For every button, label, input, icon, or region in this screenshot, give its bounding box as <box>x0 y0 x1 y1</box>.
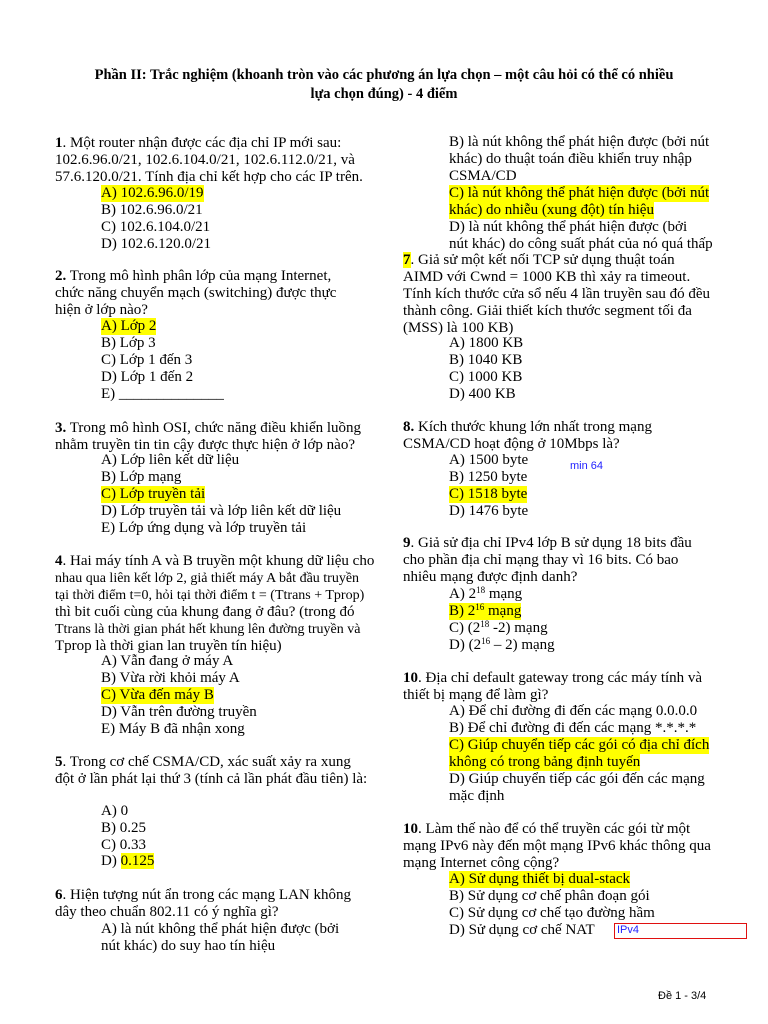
option-c[interactable]: C) Lớp 1 đến 3 <box>101 352 193 368</box>
stem-text: Tính kích thước cửa sổ nếu 4 lần truyền sau đó đều <box>403 286 711 302</box>
option-b-cont[interactable]: CSMA/CD <box>449 168 517 184</box>
stem-text: (MSS) là 100 KB) <box>403 320 514 336</box>
option-text: A) 2 <box>449 586 477 602</box>
option-d[interactable]: D) 102.6.120.0/21 <box>101 236 211 252</box>
question-stem <box>403 419 652 436</box>
option-a[interactable]: A) 1800 KB <box>449 335 524 351</box>
question-stem <box>403 821 690 838</box>
option-c-highlighted[interactable]: C) là nút không thể phát hiện được (bởi nút <box>449 185 710 201</box>
option-c[interactable]: C) 0.33 <box>101 837 146 853</box>
option-a[interactable]: A) là nút không thể phát hiện được (bởi <box>101 921 340 937</box>
question-number-highlighted: 7 <box>403 252 411 268</box>
stem-text: tại thời điểm t=0, hỏi tại thời điểm t = (Ttrans + Tprop) <box>55 588 365 603</box>
option-d[interactable]: D) 1476 byte <box>449 503 529 519</box>
stem-text: nhiêu mạng được định danh? <box>403 569 578 585</box>
exponent: 16 <box>475 602 485 612</box>
title-line: lựa chọn đúng) - 4 điểm <box>310 86 458 102</box>
option-b[interactable]: B) Sử dụng cơ chế phân đoạn gói <box>449 888 650 904</box>
option-e[interactable]: E) ______________ <box>101 386 224 402</box>
option-d[interactable]: D) Sử dụng cơ chế NAT <box>449 922 595 938</box>
option-a-highlighted[interactable]: A) Sử dụng thiết bị dual-stack <box>449 871 631 887</box>
question-stem <box>55 420 361 437</box>
option-e[interactable]: E) Máy B đã nhận xong <box>101 721 245 737</box>
option-text: -2) mạng <box>489 620 548 636</box>
option-b[interactable]: B) Lớp mạng <box>101 469 182 485</box>
option-b[interactable]: B) Vừa rời khỏi máy A <box>101 670 240 686</box>
stem-text: . Hiện tượng nút ẩn trong các mạng LAN không <box>62 887 352 903</box>
option-value-highlighted: 0.125 <box>120 853 155 869</box>
option-c-cont[interactable]: không có trong bảng định tuyến <box>449 754 641 770</box>
question-number: 10 <box>403 821 418 837</box>
question-number: 1 <box>55 135 63 151</box>
option-text: mạng <box>484 603 522 619</box>
stem-text: dây theo chuẩn 802.11 có ý nghĩa gì? <box>55 904 279 920</box>
option-d-cont[interactable]: nút khác) do công suất phát của nó quá thấp <box>449 236 713 252</box>
stem-text: thì bit cuối cùng của khung đang ở đâu? (trong đó <box>55 604 355 620</box>
stem-text: . Giả sử một kết nối TCP sử dụng thuật toán <box>410 252 675 268</box>
option-b[interactable]: B) 0.25 <box>101 820 146 836</box>
option-b[interactable]: B) 102.6.96.0/21 <box>101 202 203 218</box>
option-b[interactable]: B) là nút không thể phát hiện được (bởi nút <box>449 134 710 150</box>
stem-text: nhằm truyền tin tin cậy được thực hiện ở lớp nào? <box>55 437 355 453</box>
option-text: – 2) mạng <box>490 637 555 653</box>
stem-text: cho phần địa chỉ mạng thay vì 16 bits. Có bao <box>403 552 679 568</box>
stem-text: hiện ở lớp nào? <box>55 302 148 318</box>
question-stem <box>55 135 341 152</box>
option-text: D) (2 <box>449 637 482 653</box>
option-d[interactable]: D) là nút không thể phát hiện được (bởi <box>449 219 688 235</box>
stem-text: Ttrans là thời gian phát hết khung lên đường truyền và <box>55 622 361 637</box>
question-stem <box>55 887 351 904</box>
question-number: 3. <box>55 420 67 436</box>
stem-text: . Địa chỉ default gateway trong các máy tính và <box>418 670 703 686</box>
option-b[interactable]: B) 1040 KB <box>449 352 523 368</box>
stem-text: . Một router nhận được các địa chỉ IP mới sau: <box>62 135 342 151</box>
option-d[interactable]: D) Vẫn trên đường truyền <box>101 704 257 720</box>
option-d[interactable]: D) Lớp truyền tải và lớp liên kết dữ liệu <box>101 503 342 519</box>
stem-text: mạng IPv6 này đến một mạng IPv6 khác thông qua <box>403 838 711 854</box>
stem-text: . Làm thế nào để có thể truyền các gói từ một <box>418 821 691 837</box>
option-d[interactable] <box>101 853 154 870</box>
option-c[interactable]: C) Sử dụng cơ chế tạo đường hầm <box>449 905 655 921</box>
option-b[interactable]: B) Để chỉ đường đi đến các mạng *.*.*.* <box>449 720 697 736</box>
question-number: 9 <box>403 535 411 551</box>
option-c-highlighted[interactable]: C) Vừa đến máy B <box>101 687 214 703</box>
option-d[interactable]: D) Lớp 1 đến 2 <box>101 369 194 385</box>
option-a[interactable]: A) 0 <box>101 803 129 819</box>
question-number: 10 <box>403 670 418 686</box>
option-c-highlighted[interactable]: C) Giúp chuyển tiếp các gói có địa chỉ đích <box>449 737 710 753</box>
question-stem <box>403 535 692 552</box>
question-number: 6 <box>55 887 63 903</box>
option-b-cont[interactable]: khác) do thuật toán điều khiển truy nhập <box>449 151 692 167</box>
stem-text: . Giả sử địa chỉ IPv4 lớp B sử dụng 18 bits đầu <box>410 535 692 551</box>
option-a-cont[interactable]: nút khác) do suy hao tín hiệu <box>101 938 276 954</box>
option-d-cont[interactable]: mặc định <box>449 788 505 804</box>
option-c-highlighted[interactable]: C) 1518 byte <box>449 486 528 502</box>
option-d[interactable]: D) 400 KB <box>449 386 516 402</box>
option-a[interactable]: A) Lớp liên kết dữ liệu <box>101 452 240 468</box>
stem-text: chức năng chuyển mạch (switching) được thực <box>55 285 337 301</box>
stem-text: 57.6.120.0/21. Tính địa chỉ kết hợp cho các IP trên. <box>55 169 363 185</box>
question-number: 4 <box>55 553 63 569</box>
option-a[interactable]: A) Vẫn đang ở máy A <box>101 653 234 669</box>
question-number: 2. <box>55 268 67 284</box>
option-c-highlighted[interactable]: C) Lớp truyền tải <box>101 486 206 502</box>
stem-text: Kích thước khung lớn nhất trong mạng <box>414 419 652 435</box>
annotation-note: min 64 <box>570 460 604 472</box>
stem-text: . Trong cơ chế CSMA/CD, xác suất xảy ra xung <box>62 754 351 770</box>
stem-text: CSMA/CD hoạt động ở 10Mbps là? <box>403 436 620 452</box>
option-a-highlighted[interactable]: A) Lớp 2 <box>101 318 157 334</box>
question-stem <box>403 252 675 269</box>
stem-text: mạng Internet công cộng? <box>403 855 560 871</box>
option-a[interactable] <box>449 586 522 603</box>
stem-text: thành công. Giải thiết kích thước segment tối đa <box>403 303 692 319</box>
option-a-highlighted[interactable]: A) 102.6.96.0/19 <box>101 185 204 201</box>
stem-text: Tprop là thời gian lan truyền tín hiệu) <box>55 638 282 654</box>
question-number: 8. <box>403 419 415 435</box>
stem-text: đột ở lần phát lại thứ 3 (tính cả lần phát đầu tiên) là: <box>55 771 368 787</box>
option-a[interactable]: A) Để chỉ đường đi đến các mạng 0.0.0.0 <box>449 703 698 719</box>
question-stem <box>55 268 331 285</box>
stem-text: Trong mô hình phân lớp của mạng Internet, <box>66 268 332 284</box>
exponent: 18 <box>480 619 490 629</box>
title-line: Phần II: Trắc nghiệm (khoanh tròn vào các phương án lựa chọn – một câu hỏi có thể có nhiều <box>94 67 674 83</box>
page-footer: Đề 1 - 3/4 <box>658 990 707 1002</box>
stem-text: . Hai máy tính A và B truyền một khung dữ liệu cho <box>62 553 375 569</box>
exponent: 16 <box>481 636 491 646</box>
option-a[interactable]: A) 1500 byte <box>449 452 529 468</box>
option-b[interactable]: B) 1250 byte <box>449 469 528 485</box>
annotation-note: IPv4 <box>617 924 640 936</box>
option-c-cont[interactable]: khác) do nhiễu (xung đột) tín hiệu <box>449 202 654 218</box>
option-b[interactable]: B) Lớp 3 <box>101 335 156 351</box>
option-c[interactable]: C) 102.6.104.0/21 <box>101 219 211 235</box>
option-c[interactable] <box>449 620 548 637</box>
question-number: 5 <box>55 754 63 770</box>
stem-text: nhau qua liên kết lớp 2, giả thiết máy A bắt đầu truyền <box>55 571 360 586</box>
stem-text: thiết bị mạng để làm gì? <box>403 687 549 703</box>
question-stem <box>403 670 702 687</box>
option-c[interactable]: C) 1000 KB <box>449 369 523 385</box>
option-b-highlighted[interactable] <box>449 603 521 620</box>
option-d[interactable]: D) Giúp chuyển tiếp các gói đến các mạng <box>449 771 705 787</box>
exponent: 18 <box>476 585 486 595</box>
option-text: mạng <box>485 586 523 602</box>
option-label: D) <box>101 853 121 869</box>
question-stem <box>55 754 351 771</box>
stem-text: AIMD với Cwnd = 1000 KB thì xảy ra timeout. <box>403 269 691 285</box>
stem-text: 102.6.96.0/21, 102.6.104.0/21, 102.6.112.0/21, và <box>55 152 355 168</box>
stem-text: Trong mô hình OSI, chức năng điều khiển luồng <box>66 420 362 436</box>
option-text: B) 2 <box>449 603 476 619</box>
option-text: C) (2 <box>449 620 481 636</box>
option-d[interactable] <box>449 637 555 654</box>
question-stem <box>55 553 374 570</box>
option-e[interactable]: E) Lớp ứng dụng và lớp truyền tải <box>101 520 307 536</box>
